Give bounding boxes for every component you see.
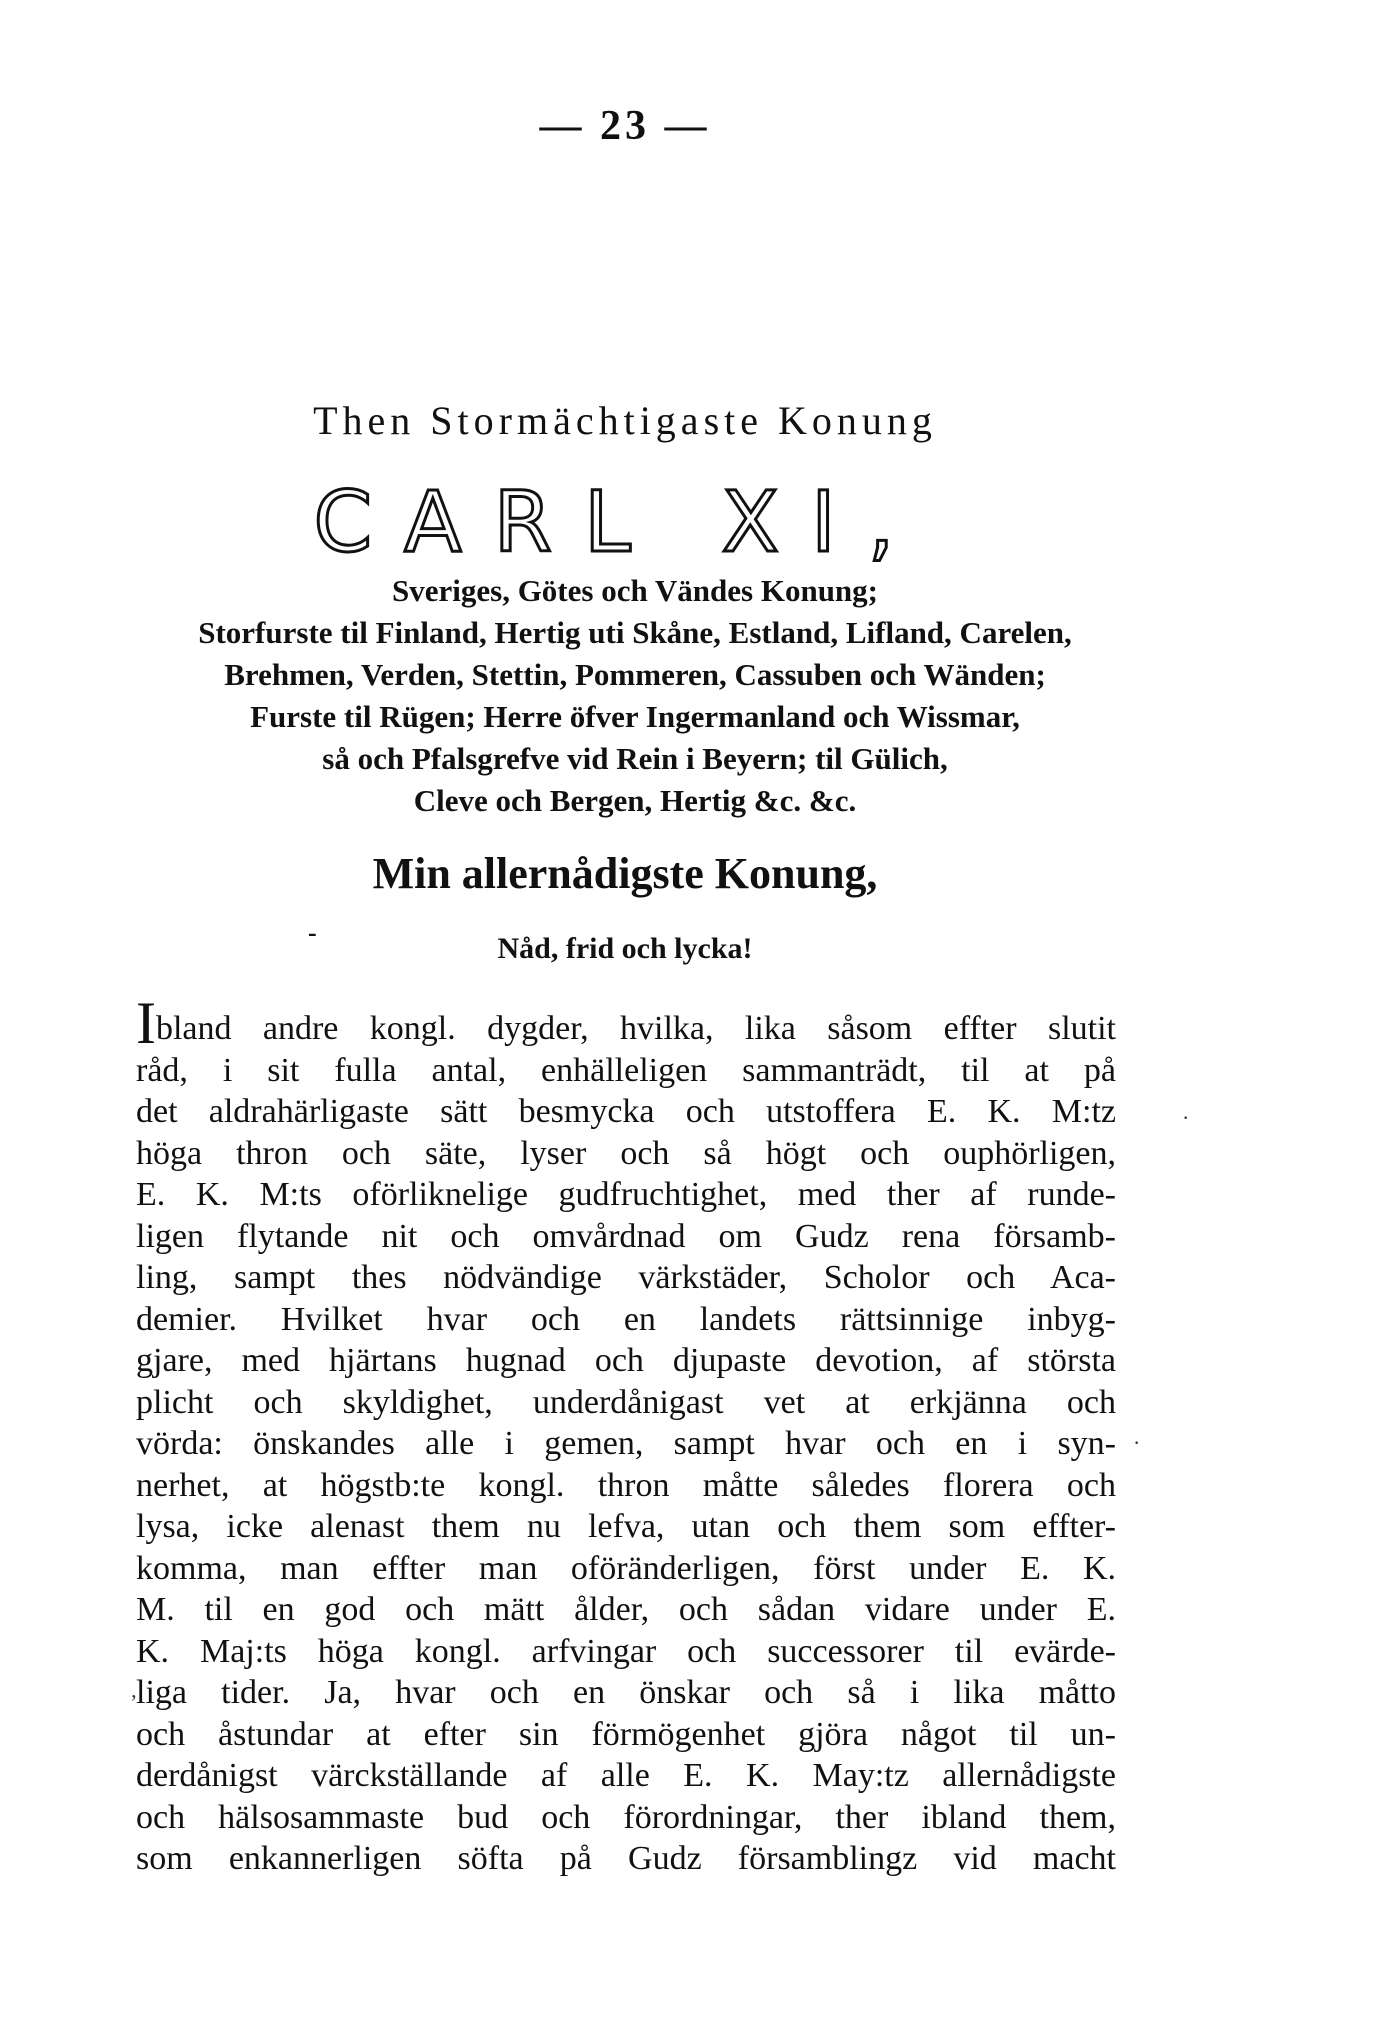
body-line: ligen flytande nit och omvårdnad om Gudz rena församb- [136, 1217, 1116, 1255]
blessing-mark: - [308, 918, 317, 947]
body-line: höga thron och säte, lyser och så högt och ouphörligen, [136, 1134, 1116, 1172]
body-line: det aldrahärligaste sätt besmycka och utstoffera E. K. M:tz [136, 1093, 1116, 1130]
body-line: ling, sampt thes nödvändige värkstäder, Scholor och Aca- [136, 1259, 1116, 1296]
page-number: — 23 — [539, 103, 711, 149]
king-name: CARL XI, [313, 473, 927, 571]
body-line: råd, i sit fulla antal, enhälleligen sammanträdt, til at på [136, 1051, 1116, 1089]
royal-titles [135, 570, 1135, 822]
dedication-title: Then Stormächtigaste Konung [313, 398, 937, 443]
body-line: och åstundar at efter sin förmögenhet gjöra något til un- [136, 1715, 1116, 1753]
body-line: demier. Hvilket hvar och en landets rättsinnige inbyg- [136, 1300, 1116, 1338]
body-line: gjare, med hjärtans hugnad och djupaste devotion, af största [136, 1342, 1116, 1379]
salutation: Min allernådigste Konung, [372, 849, 878, 898]
body-line: E. K. M:ts oförliknelige gudfruchtighet, med ther af runde- [136, 1176, 1116, 1213]
body-line: komma, man effter man oföränderligen, först under E. K. [136, 1549, 1116, 1587]
drop-cap: I [136, 990, 156, 1056]
book-page: — 23 — Then Stormächtigaste Konung CARL XI, Sveriges, Götes och Vändes Konung; Storfurste til Finland, Hertig uti Skåne, Estland, Lifland, Carelen, Brehmen, Verden, Stettin, Pommeren, Cassuben och Wänden; Furste til Rügen; Herre öfver Ingermanland och Wissmar, så och Pfalsgrefve vid Rein i Beyern; til Gülich, Cleve och Bergen, Hertig &c. &c. Min allernådigste Konung, - Nåd, frid och lycka! I bland andre kongl. dygder, hvilka, lika såsom effter slutit råd, i sit fulla antal, enhälleligen sammanträdt, til at på det aldrahärligaste sätt besmycka och utstoffera E. K. M:tz höga thron och säte, lyser och så högt och ouphörligen, E. K. M:ts oförliknelige gudfruchtighet, med ther af runde- ligen flytande nit och omvårdnad om Gudz rena församb- ling, sampt thes nödvändige värkstäder, Scholor och Aca- demier. Hvilket hvar och en landets rättsinnige inbyg- gjare, med hjärtans hugnad och djupaste devotion, af största plicht och skyldighet, underdånigast vet at erkjänna och vörda: önskandes alle i gemen, sampt hvar och en i syn- nerhet, at högstb:te kongl. thron måtte således florera och lysa, icke alenast them nu lefva, utan och them som effter- komma, man effter man oföränderligen, först under E. K. M. til en god och mätt ålder, och sådan vidare under E. K. Maj:ts höga kongl. arfvingar och successorer til evärde- liga tider. Ja, hvar och en önskar och så i lika måtto och åstundar at efter sin förmögenhet gjöra något til un- derdånigst värckställande af alle E. K. May:tz allernådigste och hälsosammaste bud och förordningar, ther ibland them, som enkannerligen söfta på Gudz församblingz vid macht · · ʼ [0, 0, 1400, 2040]
royal-title-line: Brehmen, Verden, Stettin, Pommeren, Cassuben och Wänden; [224, 657, 1046, 692]
body-line: K. Maj:ts höga kongl. arfvingar och successorer til evärde- [136, 1632, 1116, 1670]
body-line: lysa, icke alenast them nu lefva, utan och them som effter- [136, 1508, 1116, 1545]
body-text [136, 990, 1116, 1880]
royal-title-line: Sveriges, Götes och Vändes Konung; [392, 573, 878, 608]
body-line: bland andre kongl. dygder, hvilka, lika såsom effter slutit [155, 1010, 1116, 1047]
body-line: vörda: önskandes alle i gemen, sampt hvar och en i syn- [136, 1425, 1116, 1462]
royal-title-line: Cleve och Bergen, Hertig &c. &c. [413, 783, 857, 818]
royal-title-line: så och Pfalsgrefve vid Rein i Beyern; til Gülich, [322, 741, 948, 776]
royal-title-line: Storfurste til Finland, Hertig uti Skåne, Estland, Lifland, Carelen, [198, 615, 1072, 650]
body-line: M. til en god och mätt ålder, och sådan vidare under E. [136, 1591, 1116, 1628]
royal-title-line: Furste til Rügen; Herre öfver Ingermanland och Wissmar, [250, 699, 1020, 734]
body-line: derdånigst värckställande af alle E. K. May:tz allernådigste [136, 1757, 1116, 1794]
body-line: som enkannerligen söfta på Gudz församblingz vid macht [136, 1840, 1116, 1877]
blessing: Nåd, frid och lycka! [497, 932, 753, 965]
body-line: och hälsosammaste bud och förordningar, ther ibland them, [136, 1798, 1116, 1836]
body-line: liga tider. Ja, hvar och en önskar och så i lika måtto [136, 1674, 1116, 1711]
body-first-line [136, 990, 1116, 1056]
body-lines [136, 1050, 1116, 1880]
body-line: plicht och skyldighet, underdånigast vet at erkjänna och [136, 1383, 1116, 1421]
body-line: nerhet, at högstb:te kongl. thron måtte således florera och [136, 1466, 1116, 1504]
